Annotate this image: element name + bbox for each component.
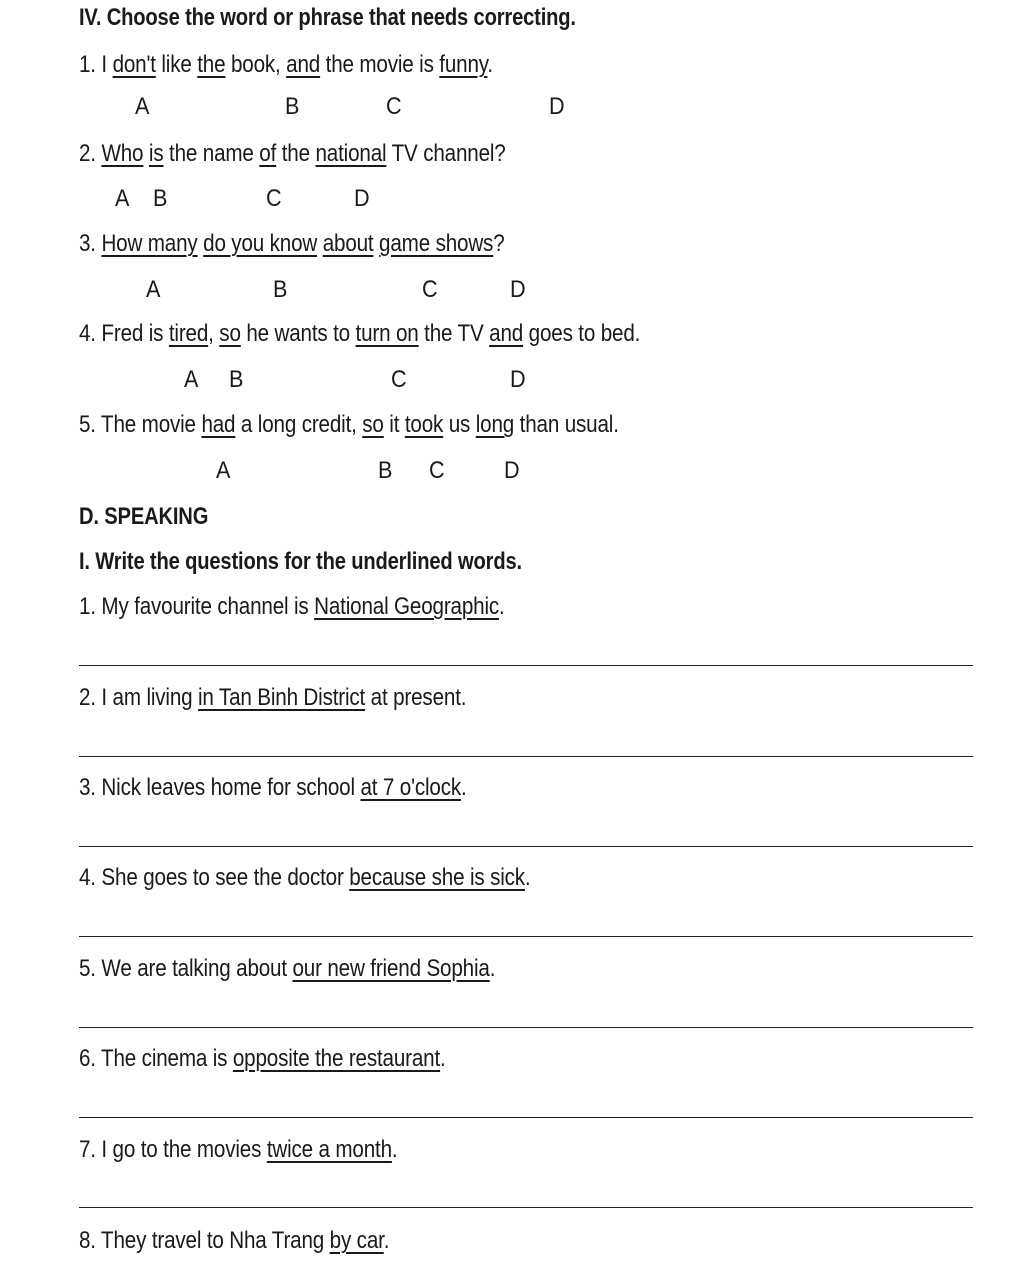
q3-letter-d: D: [510, 276, 526, 303]
item-text: 5. We are talking about: [79, 955, 293, 982]
q2-letter-b: B: [153, 185, 168, 212]
item-text: 7. I go to the movies: [79, 1136, 267, 1163]
q1-text: the movie is: [320, 51, 440, 78]
item-underlined: opposite the restaurant: [232, 1045, 441, 1072]
q2-letter-d: D: [354, 185, 370, 212]
question-2: [79, 139, 506, 169]
q4-option-a: tired: [168, 320, 209, 347]
question-4: [79, 319, 640, 349]
item-text: .: [383, 1227, 390, 1254]
q2-text: the: [276, 140, 316, 167]
q4-text: he wants to: [240, 320, 356, 347]
item-text: 6. The cinema is: [79, 1045, 233, 1072]
item-text: 4. She goes to see the doctor: [79, 864, 350, 891]
q5-letter-b: B: [378, 457, 393, 484]
speaking-item-6: [79, 1044, 446, 1074]
section-iv-heading: IV. Choose the word or phrase that needs correcting.: [79, 4, 576, 31]
q3-letter-b: B: [273, 276, 288, 303]
answer-line-1[interactable]: [79, 665, 973, 666]
answer-line-3[interactable]: [79, 846, 973, 847]
q4-option-b: so: [219, 320, 241, 347]
q1-option-a: don't: [112, 51, 156, 78]
q3-option-b: do you know: [203, 230, 318, 257]
q4-text: ,: [208, 320, 220, 347]
answer-line-6[interactable]: [79, 1117, 973, 1118]
q2-option-a: Who: [101, 140, 144, 167]
q4-text: the TV: [418, 320, 490, 347]
speaking-item-2: [79, 683, 466, 713]
q5-option-c: took: [404, 411, 444, 438]
speaking-item-1: [79, 592, 505, 622]
item-underlined: National Geographic: [314, 593, 500, 620]
item-text: at present.: [365, 684, 467, 711]
q1-option-c: and: [286, 51, 321, 78]
question-5: [79, 410, 619, 440]
q5-letter-a: A: [216, 457, 231, 484]
section-d-title: D. SPEAKING: [79, 503, 209, 530]
q1-text: like: [155, 51, 198, 78]
answer-line-7[interactable]: [79, 1207, 973, 1208]
q4-text: goes to bed.: [523, 320, 641, 347]
q4-option-c: turn on: [355, 320, 419, 347]
item-text: .: [461, 774, 467, 801]
q5-text: us: [443, 411, 476, 438]
item-text: .: [440, 1045, 446, 1072]
q5-text: a long credit,: [235, 411, 363, 438]
q2-text: TV channel?: [386, 140, 506, 167]
q4-letter-d: D: [510, 366, 526, 393]
q1-letter-d: D: [549, 93, 565, 120]
q3-text: 3.: [79, 230, 102, 257]
question-3: [79, 229, 505, 259]
q1-letter-b: B: [285, 93, 300, 120]
question-1: [79, 50, 493, 80]
answer-line-2[interactable]: [79, 756, 973, 757]
q4-letter-b: B: [229, 366, 244, 393]
speaking-item-8: [79, 1226, 389, 1256]
q5-text: 5. The movie: [79, 411, 202, 438]
q1-letter-c: C: [386, 93, 402, 120]
item-underlined: twice a month: [266, 1136, 392, 1163]
item-text: .: [524, 864, 531, 891]
item-text: .: [391, 1136, 398, 1163]
q5-option-d: long: [475, 411, 515, 438]
item-text: 2. I am living: [79, 684, 199, 711]
item-underlined: in Tan Binh District: [198, 684, 366, 711]
answer-line-4[interactable]: [79, 936, 973, 937]
item-text: 8. They travel to Nha Trang: [79, 1227, 330, 1254]
item-underlined: at 7 o'clock: [360, 774, 462, 801]
q2-letter-a: A: [115, 185, 130, 212]
q3-option-c: about: [322, 230, 374, 257]
speaking-item-7: [79, 1135, 397, 1165]
q5-text: it: [383, 411, 405, 438]
q2-letter-c: C: [266, 185, 282, 212]
q5-option-a: had: [201, 411, 236, 438]
q4-text: 4. Fred is: [79, 320, 169, 347]
q2-option-c: of: [259, 140, 277, 167]
item-text: .: [499, 593, 505, 620]
item-text: .: [489, 955, 496, 982]
q3-letter-c: C: [422, 276, 438, 303]
q1-text: .: [487, 51, 493, 78]
q5-text: than usual.: [514, 411, 619, 438]
answer-line-5[interactable]: [79, 1027, 973, 1028]
item-underlined: our new friend Sophia: [292, 955, 490, 982]
q2-text: the name: [163, 140, 260, 167]
speaking-item-3: [79, 773, 467, 803]
q5-letter-c: C: [429, 457, 445, 484]
q4-letter-c: C: [391, 366, 407, 393]
q4-letter-a: A: [184, 366, 199, 393]
q3-option-d: game shows: [379, 230, 494, 257]
q5-option-b: so: [362, 411, 384, 438]
q2-option-b: is: [148, 140, 164, 167]
item-underlined: because she is sick: [349, 864, 525, 891]
section-d-subheading: I. Write the questions for the underlined words.: [79, 548, 522, 575]
speaking-item-5: [79, 954, 495, 984]
q1-text: book,: [225, 51, 287, 78]
q2-option-d: national: [315, 140, 387, 167]
q1-text: 1. I: [79, 51, 113, 78]
speaking-item-4: [79, 863, 531, 893]
q3-option-a: How many: [101, 230, 198, 257]
q1-option-d: funny: [439, 51, 488, 78]
item-underlined: by car: [329, 1227, 384, 1254]
q2-text: 2.: [79, 140, 102, 167]
q3-text: ?: [493, 230, 505, 257]
q3-letter-a: A: [146, 276, 161, 303]
item-text: 1. My favourite channel is: [79, 593, 315, 620]
q1-option-b: the: [197, 51, 226, 78]
q5-letter-d: D: [504, 457, 520, 484]
item-text: 3. Nick leaves home for school: [79, 774, 361, 801]
q1-letter-a: A: [135, 93, 150, 120]
q4-option-d: and: [489, 320, 524, 347]
